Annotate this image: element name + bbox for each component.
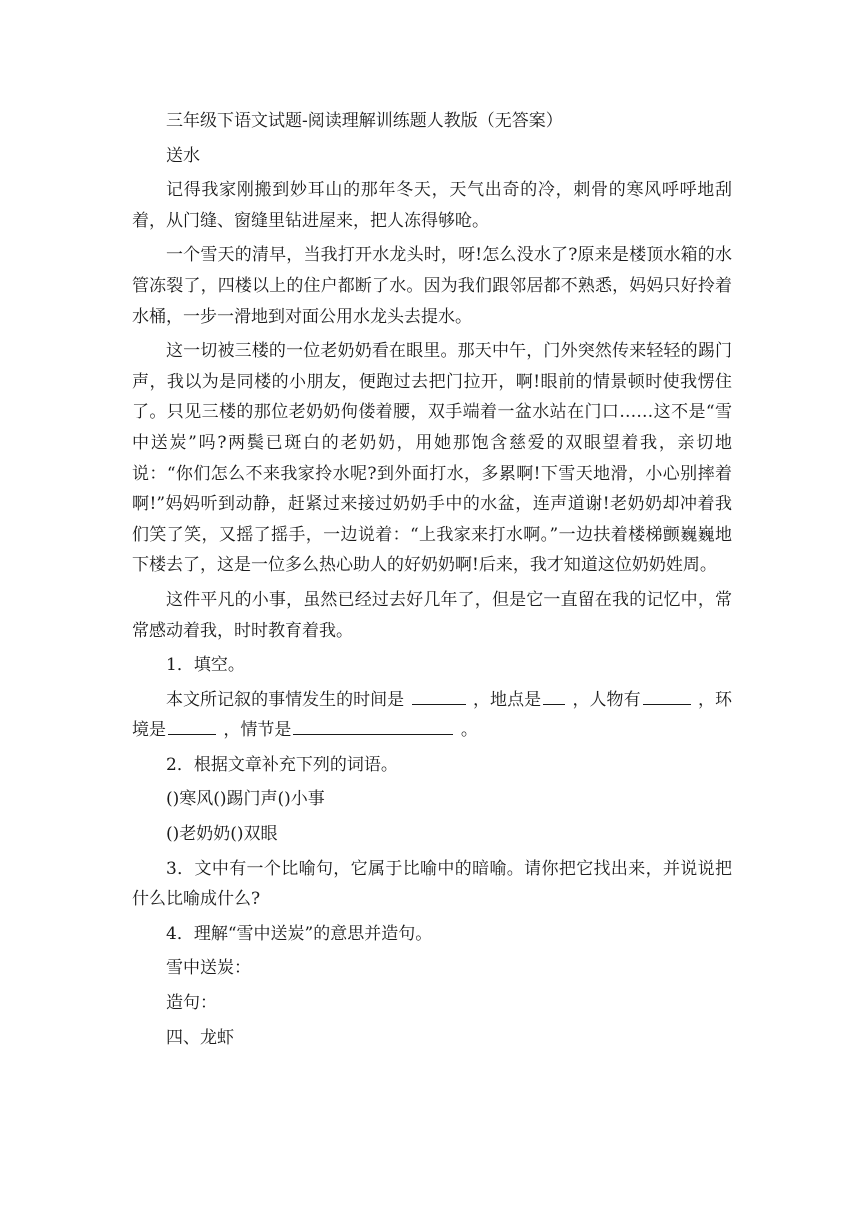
blank-environment[interactable] bbox=[168, 716, 216, 735]
question-1-heading: 1．填空。 bbox=[166, 655, 245, 676]
blank-plot[interactable] bbox=[293, 716, 453, 735]
paragraph-1: 记得我家刚搬到妙耳山的那年冬天，天气出奇的冷，刺骨的寒风呼呼地刮着，从门缝、窗缝里钻进屋来，把人冻得够呛。 bbox=[132, 180, 732, 231]
question-4-meaning: 雪中送炭： bbox=[166, 958, 251, 979]
blank-time[interactable] bbox=[412, 686, 466, 705]
blank-place[interactable] bbox=[543, 686, 565, 705]
q1-text-end: 。 bbox=[460, 720, 478, 741]
question-2-heading: 2．根据文章补充下列的词语。 bbox=[166, 754, 398, 775]
document-title: 三年级下语文试题-阅读理解训练题人教版（无答案） bbox=[166, 111, 563, 131]
question-4-sentence: 造句： bbox=[166, 993, 217, 1014]
q1-text-environment: ，环境是 bbox=[132, 689, 733, 741]
q1-text-people: ，人物有 bbox=[572, 689, 641, 710]
question-3: 3．文中有一个比喻句，它属于比喻中的暗喻。请你把它找出来，并说说把什么比喻成什么? bbox=[132, 858, 732, 910]
q1-text-plot: ，情节是 bbox=[223, 720, 292, 741]
question-2-line-1: ()寒风()踢门声()小事 bbox=[166, 789, 325, 810]
question-2-line-2: ()老奶奶()双眼 bbox=[166, 824, 278, 845]
section-4-heading: 四、龙虾 bbox=[166, 1027, 234, 1048]
document-body bbox=[132, 106, 732, 1057]
paragraph-3: 这一切被三楼的一位老奶奶看在眼里。那天中午，门外突然传来轻轻的踢门声，我以为是同楼的小朋友，便跑过去把门拉开，啊!眼前的情景顿时使我愣住了。只见三楼的那位老奶奶佝偻着腰，双手端着一盆水站在门口……这不是“雪中送炭”吗?两鬓已斑白的老奶奶，用她那饱含慈爱的双眼望着我，亲切地说：“你们怎么不来我家拎水呢?到外面打水，多累啊!下雪天地滑，小心别摔着啊!”妈妈听到动静，赶紧过来接过奶奶手中的水盆，连声道谢!老奶奶却冲着我们笑了笑，又摇了摇手，一边说着：“上我家来打水啊。”一边扶着楼梯颤巍巍地下楼去了，这是一位多么热心助人的好奶奶啊!后来，我才知道这位奶奶姓周。 bbox=[132, 341, 732, 576]
blank-people[interactable] bbox=[643, 686, 691, 705]
q1-text-place: ，地点是 bbox=[473, 689, 542, 710]
question-4-heading: 4．理解“雪中送炭”的意思并造句。 bbox=[166, 923, 433, 944]
question-1-fill-in bbox=[132, 685, 732, 746]
paragraph-4: 这件平凡的小事，虽然已经过去好几年了，但是它一直留在我的记忆中，常常感动着我，时时教育着我。 bbox=[132, 589, 732, 641]
paragraph-2: 一个雪天的清早，当我打开水龙头时，呀!怎么没水了?原来是楼顶水箱的水管冻裂了，四楼以上的住户都断了水。因为我们跟邻居都不熟悉，妈妈只好拎着水桶，一步一滑地到对面公用水龙头去提水。 bbox=[132, 245, 732, 327]
q1-text-time: 本文所记叙的事情发生的时间是 bbox=[166, 689, 405, 710]
passage-title: 送水 bbox=[166, 145, 200, 166]
